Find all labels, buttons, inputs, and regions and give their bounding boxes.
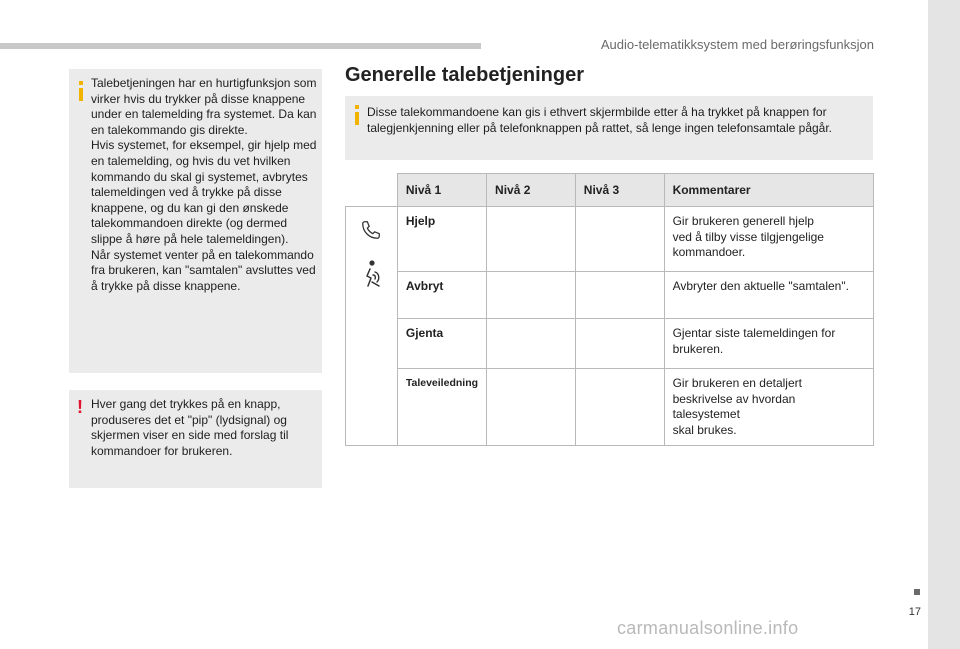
info-icon	[355, 105, 359, 125]
command-level2	[487, 272, 576, 319]
phone-icon	[360, 219, 382, 241]
command-comment: Gir brukeren generell hjelp ved å tilby visse tilgjengelige kommandoer.	[664, 207, 873, 272]
command-level1: Gjenta	[397, 319, 486, 369]
header-rule	[0, 43, 481, 49]
watermark: carmanualsonline.info	[617, 618, 799, 638]
command-comment: Gjentar siste talemeldingen for brukeren.	[664, 319, 873, 369]
command-level3	[575, 319, 664, 369]
page-marker	[914, 589, 920, 595]
table-header-cell: Nivå 1	[397, 174, 486, 207]
command-level3	[575, 272, 664, 319]
command-level2	[487, 207, 576, 272]
info-note	[69, 69, 322, 373]
command-level1: Taleveiledning	[397, 369, 486, 446]
table-row	[346, 319, 874, 369]
warning-icon: !	[77, 397, 83, 417]
command-icons-cell	[346, 207, 398, 446]
warning-note-text: Hver gang det trykkes på en knapp, produseres det et "pip" (lydsignal) og skjermen viser en side med forslag til kommandoer for brukeren.	[91, 397, 289, 458]
command-level3	[575, 207, 664, 272]
info-note-text: Talebetjeningen har en hurtigfunksjon som virker hvis du trykker på disse knappene under en talemelding fra systemet. Da kan en talekommando gis direkte. Hvis systemet, for eksempel, gir hjelp med en talemelding, og hvis du vet hvilken kommando du skal gi systemet, avbrytes talemeldingen ved å trykke på disse knappene, og du kan gi den ønskede talekommandoen direkte (og dermed slippe å høre på hele talemeldingen). Når systemet venter på en talekommando fra brukeren, kan "samtalen" avsluttes ved å trykke på disse knappene.	[91, 76, 317, 293]
table-header-cell: Kommentarer	[664, 174, 873, 207]
voice-command-icon	[359, 259, 383, 289]
page-edge-strip	[928, 0, 960, 649]
voice-commands-table	[345, 173, 874, 446]
running-header: Audio-telematikksystem med berøringsfunksjon	[600, 37, 874, 52]
table-header-cell: Nivå 2	[487, 174, 576, 207]
command-level1: Hjelp	[397, 207, 486, 272]
table-row	[346, 272, 874, 319]
table-header-row	[346, 174, 874, 207]
table-row	[346, 369, 874, 446]
command-comment: Gir brukeren en detaljert beskrivelse av hvordan talesystemet skal brukes.	[664, 369, 873, 446]
command-level2	[487, 319, 576, 369]
table-header-cell: Nivå 3	[575, 174, 664, 207]
page-number: 17	[908, 606, 921, 618]
intro-note	[345, 96, 873, 160]
command-level1: Avbryt	[397, 272, 486, 319]
warning-note	[69, 390, 322, 488]
command-level3	[575, 369, 664, 446]
intro-text: Disse talekommandoene kan gis i ethvert skjermbilde etter å ha trykket på knappen for talegjenkjenning eller på telefonknappen på rattet, så lenge ingen telefonsamtale pågår.	[367, 105, 833, 135]
table-header-empty	[346, 174, 398, 207]
command-comment: Avbryter den aktuelle "samtalen".	[664, 272, 873, 319]
info-icon	[79, 81, 83, 101]
table-row	[346, 207, 874, 272]
command-level2	[487, 369, 576, 446]
section-title: Generelle talebetjeninger	[345, 64, 584, 86]
